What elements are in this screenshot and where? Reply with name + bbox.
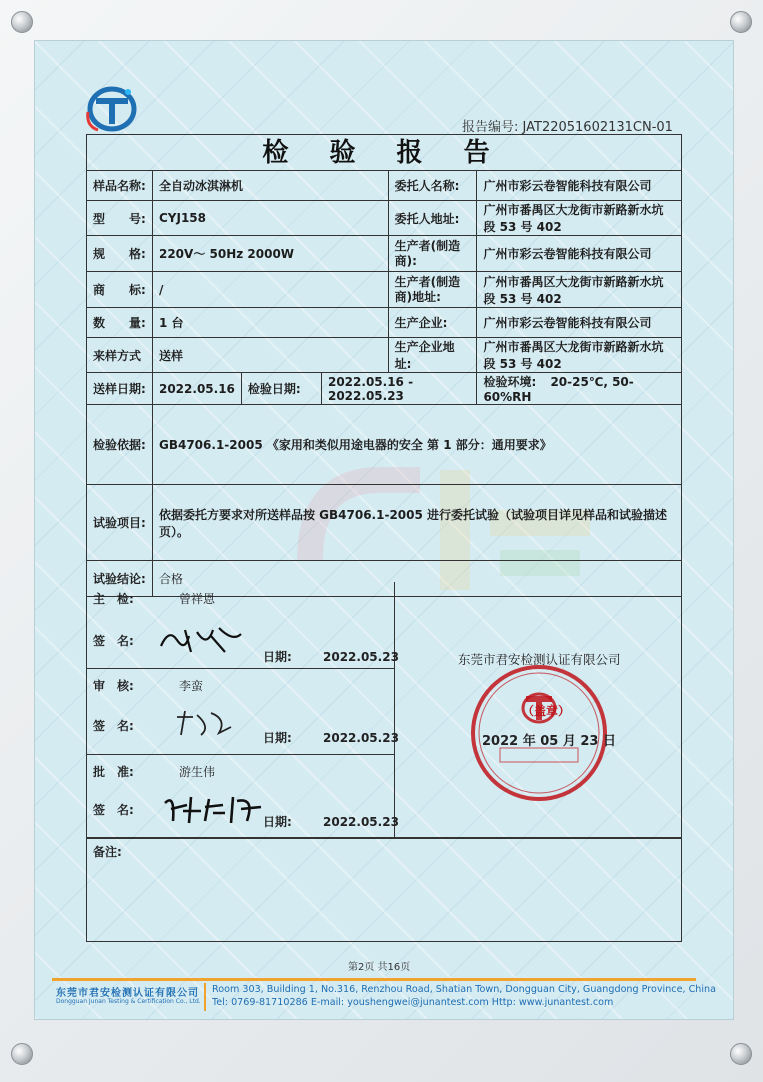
- approver-signature: [171, 707, 241, 739]
- conclusion-value: 合格: [152, 561, 681, 597]
- producer-address-label: 生产者(制造商)地址:: [388, 272, 477, 308]
- delivery-date-label: 送样日期:: [87, 373, 153, 405]
- manufacturer-value: 广州市彩云卷智能科技有限公司: [477, 308, 682, 338]
- inspector-label: 主 检:: [93, 592, 134, 606]
- inspector-section: [87, 582, 399, 668]
- items-value: 依据委托方要求对所送样品按 GB4706.1-2005 进行委托试验（试验项目详见样品和试验描述页）。: [152, 485, 681, 561]
- report-info-table: [86, 170, 682, 597]
- screw-icon: [730, 1043, 752, 1065]
- inspector-date: 2022.05.23: [323, 650, 399, 664]
- trademark-label: 商 标:: [87, 272, 153, 308]
- seal-date: 2022 年 05 月 23 日: [482, 734, 616, 749]
- sample-name-label: 样品名称:: [87, 171, 153, 201]
- test-date-value: 2022.05.16 - 2022.05.23: [321, 373, 476, 405]
- basis-value: GB4706.1-2005 《家用和类似用途电器的安全 第 1 部分：通用要求》: [152, 405, 681, 485]
- footer-company-cn: 东莞市君安检测认证有限公司: [56, 988, 199, 999]
- items-label: 试验项目:: [87, 485, 153, 561]
- quantity-label: 数 量:: [87, 308, 153, 338]
- notes-section: [86, 838, 682, 942]
- delivery-date-value: 2022.05.16: [152, 373, 241, 405]
- authorizer-name: 游生伟: [179, 765, 216, 779]
- test-date-label: 检验日期:: [241, 373, 321, 405]
- sampling-value: 送样: [152, 338, 388, 373]
- footer-company-en: Dongguan Junan Testing & Certification Co., Ltd.: [56, 998, 201, 1005]
- authorizer-date: 2022.05.23: [323, 815, 399, 829]
- notes-label: 备注:: [93, 845, 122, 859]
- sign-label: 签 名:: [93, 803, 134, 817]
- producer-address-value: 广州市番禺区大龙街市新路新水坑段 53 号 402: [477, 272, 682, 308]
- environment-label: 检验环境:: [483, 375, 537, 389]
- producer-value: 广州市彩云卷智能科技有限公司: [477, 236, 682, 272]
- inspector-name: 曾祥恩: [179, 592, 216, 606]
- model-label: 型 号:: [87, 201, 153, 236]
- inspector-signature: [155, 622, 251, 656]
- signature-column: [87, 582, 399, 838]
- authorizer-signature: [161, 791, 271, 827]
- client-name-label: 委托人名称:: [388, 171, 477, 201]
- quantity-value: 1 台: [152, 308, 388, 338]
- page-number: 第2页 共16页: [348, 962, 411, 973]
- screw-icon: [11, 1043, 33, 1065]
- screw-icon: [730, 11, 752, 33]
- approver-label: 审 核:: [93, 679, 134, 693]
- approver-section: [87, 668, 399, 754]
- client-name-value: 广州市彩云卷智能科技有限公司: [477, 171, 682, 201]
- sample-name-value: 全自动冰淇淋机: [152, 171, 388, 201]
- authorizer-label: 批 准:: [93, 765, 134, 779]
- approver-name: 李蛮: [179, 679, 204, 693]
- conclusion-label: 试验结论:: [87, 561, 153, 597]
- client-address-label: 委托人地址:: [388, 201, 477, 236]
- spec-value: 220V～ 50Hz 2000W: [152, 236, 388, 272]
- date-label: 日期:: [263, 815, 292, 829]
- sign-label: 签 名:: [93, 634, 134, 648]
- manufacturer-address-value: 广州市番禺区大龙街市新路新水坑段 53 号 402: [477, 338, 682, 373]
- environment-value: 20-25℃, 50-60%RH: [483, 375, 634, 404]
- basis-label: 检验依据:: [87, 405, 153, 485]
- stamp-caption: （盖章）: [522, 704, 571, 718]
- issuing-company: 东莞市君安检测认证有限公司: [458, 652, 621, 667]
- footer: [52, 978, 716, 1012]
- model-value: CYJ158: [152, 201, 388, 236]
- footer-contact: Tel: 0769-81710286 E-mail: youshengwei@junantest.com Http: www.junantest.com: [212, 997, 614, 1008]
- footer-address: Room 303, Building 1, No.316, Renzhou Road, Shatian Town, Dongguan City, Guangdong Province, China: [212, 984, 716, 995]
- jat-logo-icon: [82, 82, 140, 134]
- sampling-label: 来样方式: [87, 338, 153, 373]
- producer-label: 生产者(制造商):: [388, 236, 477, 272]
- authorizer-section: [87, 754, 399, 838]
- environment-cell: [477, 373, 682, 405]
- screw-icon: [11, 11, 33, 33]
- spec-label: 规 格:: [87, 236, 153, 272]
- approver-date: 2022.05.23: [323, 731, 399, 745]
- report-number: 报告编号: JAT22051602131CN-01: [462, 120, 673, 135]
- page-title: 检 验 报 告: [86, 134, 682, 170]
- sign-label: 签 名:: [93, 719, 134, 733]
- manufacturer-label: 生产企业:: [388, 308, 477, 338]
- date-label: 日期:: [263, 731, 292, 745]
- date-label: 日期:: [263, 650, 292, 664]
- trademark-value: /: [152, 272, 388, 308]
- manufacturer-address-label: 生产企业地址:: [388, 338, 477, 373]
- client-address-value: 广州市番禺区大龙街市新路新水坑段 53 号 402: [477, 201, 682, 236]
- footer-divider: [204, 983, 206, 1011]
